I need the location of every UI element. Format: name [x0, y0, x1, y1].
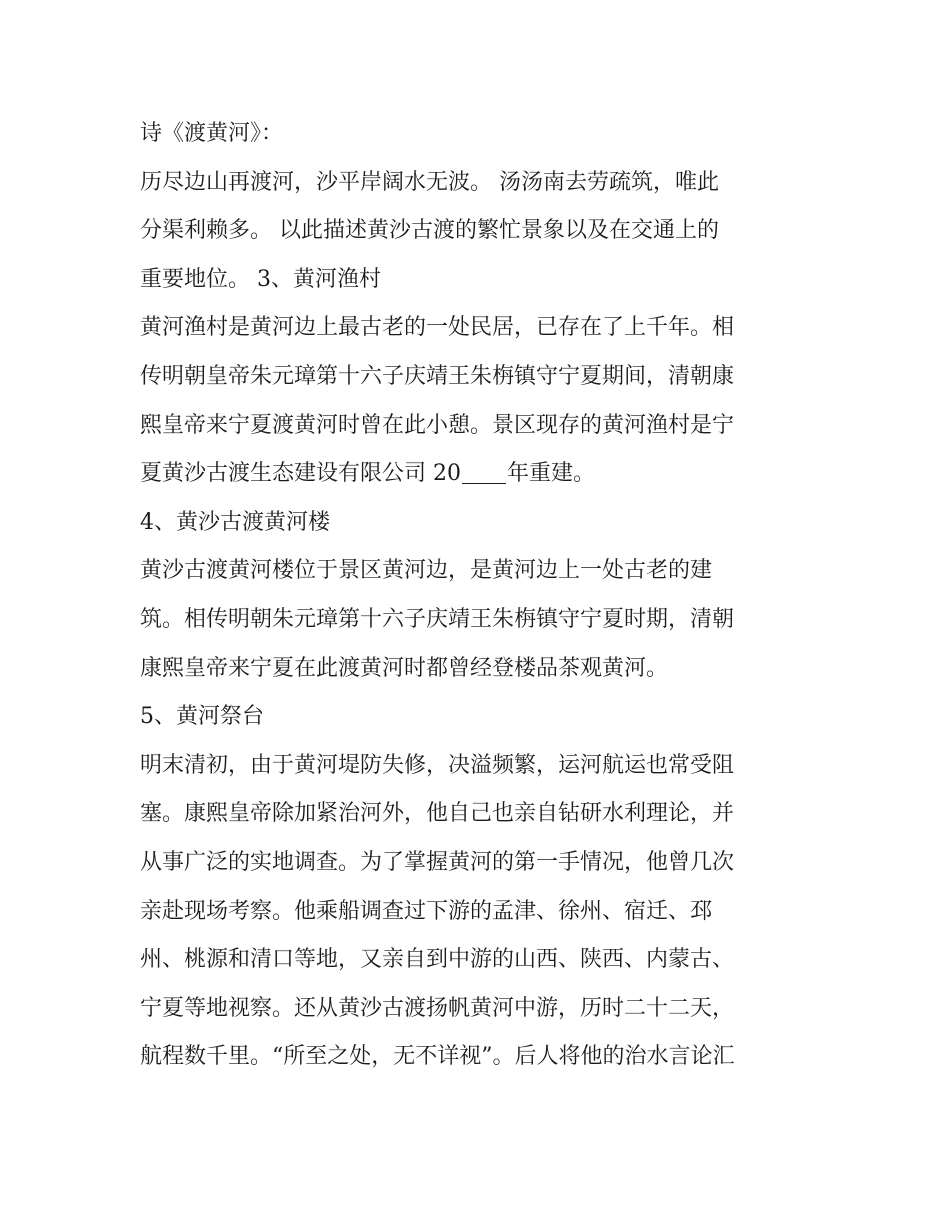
text-line: 筑。相传明朝朱元璋第十六子庆靖王朱栴镇守宁夏时期，清朝 — [140, 606, 735, 632]
text-line: 航程数千里。“所至之处，无不详视”。后人将他的治水言论汇 — [140, 1044, 735, 1070]
text-line: 黄沙古渡黄河楼位于景区黄河边，是黄河边上一处古老的建 — [140, 558, 713, 584]
poem-title-line: 诗《渡黄河》： — [140, 121, 284, 146]
text-line: 州、桃源和清口等地，又亲自到中游的山西、陕西、内蒙古、 — [140, 947, 735, 973]
text-before-blank: 夏黄沙古渡生态建设有限公司 20 — [140, 461, 461, 487]
section-heading: 5、黄河祭台 — [140, 704, 264, 730]
text-line: 分渠利赖多。 以此描述黄沙古渡的繁忙景象以及在交通上的 — [140, 218, 719, 244]
text-line: 熙皇帝来宁夏渡黄河时曾在此小憩。景区现存的黄河渔村是宁 — [140, 412, 735, 438]
section-heading: 4、黄沙古渡黄河楼 — [140, 509, 330, 535]
text-line-with-blank — [140, 450, 820, 499]
body-text — [140, 110, 820, 1082]
text-line: 传明朝皇帝朱元璋第十六子庆靖王朱栴镇守宁夏期间，清朝康 — [140, 363, 735, 389]
text-line: 黄河渔村是黄河边上最古老的一处民居，已存在了上千年。相 — [140, 315, 735, 341]
text-line: 亲赴现场考察。他乘船调查过下游的孟津、徐州、宿迁、邳 — [140, 898, 713, 924]
text-line: 历尽边山再渡河，沙平岸阔水无波。 汤汤南去劳疏筑，唯此 — [140, 169, 719, 195]
text-line: 康熙皇帝来宁夏在此渡黄河时都曾经登楼品茶观黄河。 — [140, 655, 669, 681]
text-line: 重要地位。 3、黄河渔村 — [140, 266, 381, 292]
text-line: 从事广泛的实地调查。为了掌握黄河的第一手情况，他曾几次 — [140, 849, 735, 875]
text-after-blank: 年重建。 — [507, 461, 596, 487]
blank-underline — [462, 461, 506, 484]
text-line: 宁夏等地视察。还从黄沙古渡扬帆黄河中游，历时二十二天， — [140, 995, 735, 1021]
text-line: 塞。康熙皇帝除加紧治河外，他自己也亲自钻研水利理论，并 — [140, 801, 735, 827]
text-line: 明末清初，由于黄河堤防失修，决溢频繁，运河航运也常受阻 — [140, 752, 735, 778]
